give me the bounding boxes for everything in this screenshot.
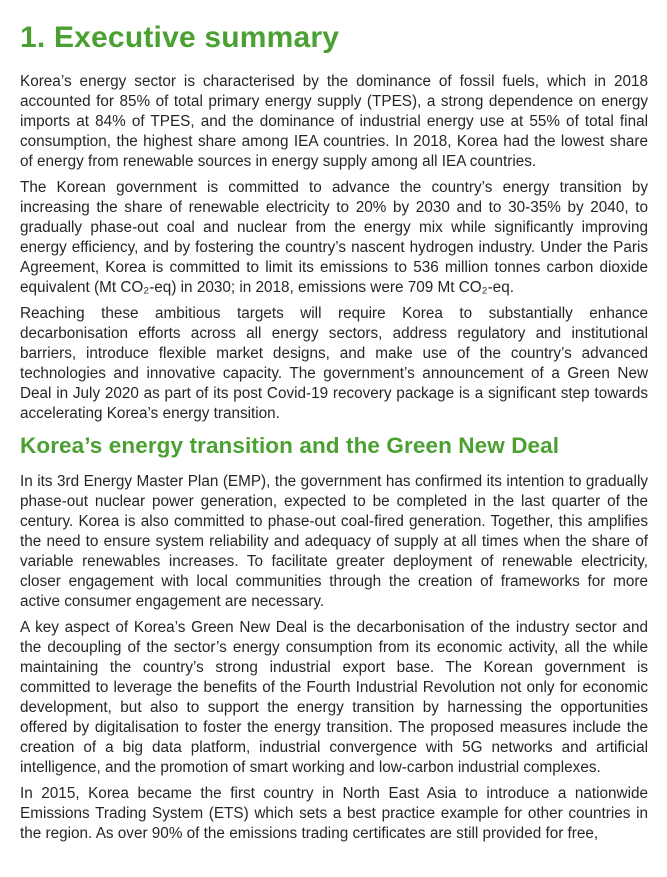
section-subheading: Korea’s energy transition and the Green New Deal [20,433,560,458]
paragraph: A key aspect of Korea’s Green New Deal is the decarbonisation of the industry sector and the decoupling of the sector’s energy consumption from its economic activity, all the while maintaining the country’s strong industrial export base. The Korean government is committed to leverage the benefits of the Fourth Industrial Revolution not only for economic development, but also to support the energy transition by harnessing the opportunities offered by digitalisation to foster the energy transition. The proposed measures include the creation of a big data platform, industrial convergence with 5G networks and artificial intelligence, and the promotion of smart working and low-carbon industrial complexes. [20,619,648,776]
paragraph: In its 3rd Energy Master Plan (EMP), the government has confirmed its intention to gradually phase-out nuclear power generation, expected to be completed in the last quarter of the century. Korea is also committed to phase-out coal-fired generation. Together, this amplifies the need to ensure system reliability and adequacy of supply at all times when the share of variable renewables increases. To facilitate greater deployment of renewable electricity, closer engagement with local communities through the creation of frameworks for more active consumer engagement are necessary. [20,473,648,610]
paragraph: In 2015, Korea became the first country in North East Asia to introduce a nationwide Emissions Trading System (ETS) which sets a best practice example for other countries in the region. As over 90% of the emissions trading certificates are still provided for free, [20,785,648,842]
page-title: 1. Executive summary [20,21,340,54]
paragraph: Korea’s energy sector is characterised by the dominance of fossil fuels, which in 2018 accounted for 85% of total primary energy supply (TPES), a strong dependence on energy imports at 84% of TPES, and the dominance of industrial energy use at 55% of total final consumption, the highest share among IEA countries. In 2018, Korea had the lowest share of energy from renewable sources in energy supply among all IEA countries. [20,73,648,170]
paragraph: The Korean government is committed to advance the country’s energy transition by increasing the share of renewable electricity to 20% by 2030 and to 30-35% by 2040, to gradually phase-out coal and nuclear from the energy mix while significantly improving energy efficiency, and by fostering the country’s nascent hydrogen industry. Under the Paris Agreement, Korea is committed to limit its emissions to 536 million tonnes carbon dioxide equivalent (Mt CO₂-eq) in 2030; in 2018, emissions were 709 Mt CO₂-eq. [20,179,648,296]
paragraph: Reaching these ambitious targets will require Korea to substantially enhance decarbonisation efforts across all energy sectors, address regulatory and institutional barriers, introduce flexible market designs, and make use of the country’s advanced technologies and innovative capacity. The government’s announcement of a Green New Deal in July 2020 as part of its post Covid-19 recovery package is a significant step towards accelerating Korea’s energy transition. [20,305,648,422]
